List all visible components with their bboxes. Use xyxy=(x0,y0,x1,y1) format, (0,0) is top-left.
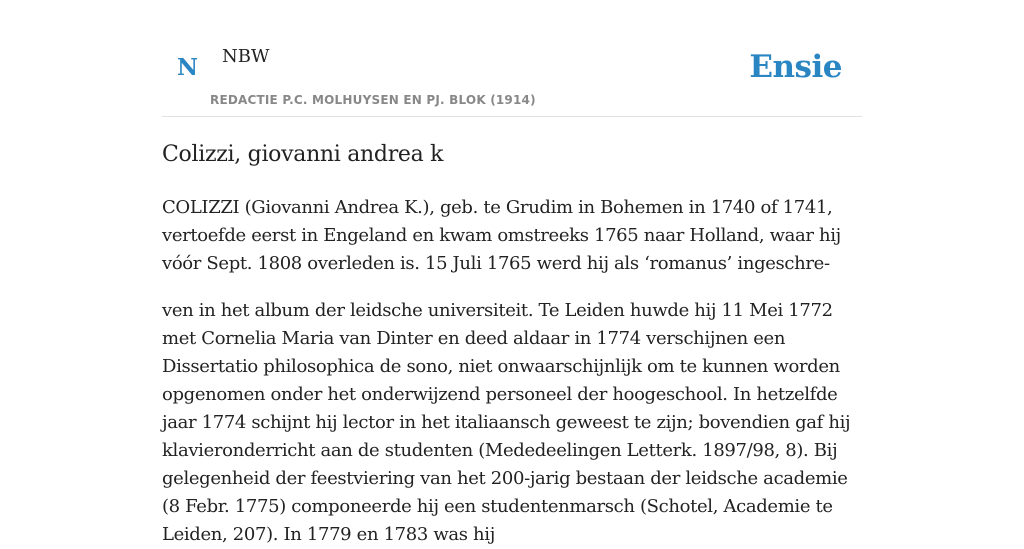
article-paragraph: COLIZZI (Giovanni Andrea K.), geb. te Grudim in Bohemen in 1740 of 1741, vertoefde eerst in Engeland en kwam omstreeks 1765 naar Holland, waar hij vóór Sept. 1808 overleden is. 15 Juli 1765 werd hij als ‘romanus’ ingeschre- xyxy=(162,197,841,274)
page-header xyxy=(162,0,862,117)
article-paragraph: ven in het album der leidsche universiteit. Te Leiden huwde hij 11 Mei 1772 met Cornelia Maria van Dinter en deed aldaar in 1774 verschijnen een Dissertatio philosophica de sono, niet onwaarschijnlijk om te kunnen worden opgenomen onder het onderwijzend personeel der hoogeschool. In hetzelfde jaar 1774 schijnt hij lector in het italiaansch geweest te zijn; bovendien gaf hij klavieronderricht aan de studenten (Mededeelingen Letterk. 1897/98, 8). Bij gelegenheid der feestviering van het 200-jarig bestaan der leidsche academie (8 Febr. 1775) componeerde hij een studentenmarsch (Schotel, Academie te Leiden, 207). In 1779 en 1783 was hij xyxy=(162,300,851,545)
brand-logo[interactable]: Ensie xyxy=(749,49,842,85)
source-logo[interactable]: N xyxy=(177,54,199,81)
article-title: Colizzi, giovanni andrea k xyxy=(162,142,444,167)
source-subtitle: REDACTIE P.C. MOLHUYSEN EN PJ. BLOK (1914) xyxy=(210,93,536,107)
article xyxy=(162,140,862,549)
source-name[interactable]: NBW xyxy=(222,46,270,67)
